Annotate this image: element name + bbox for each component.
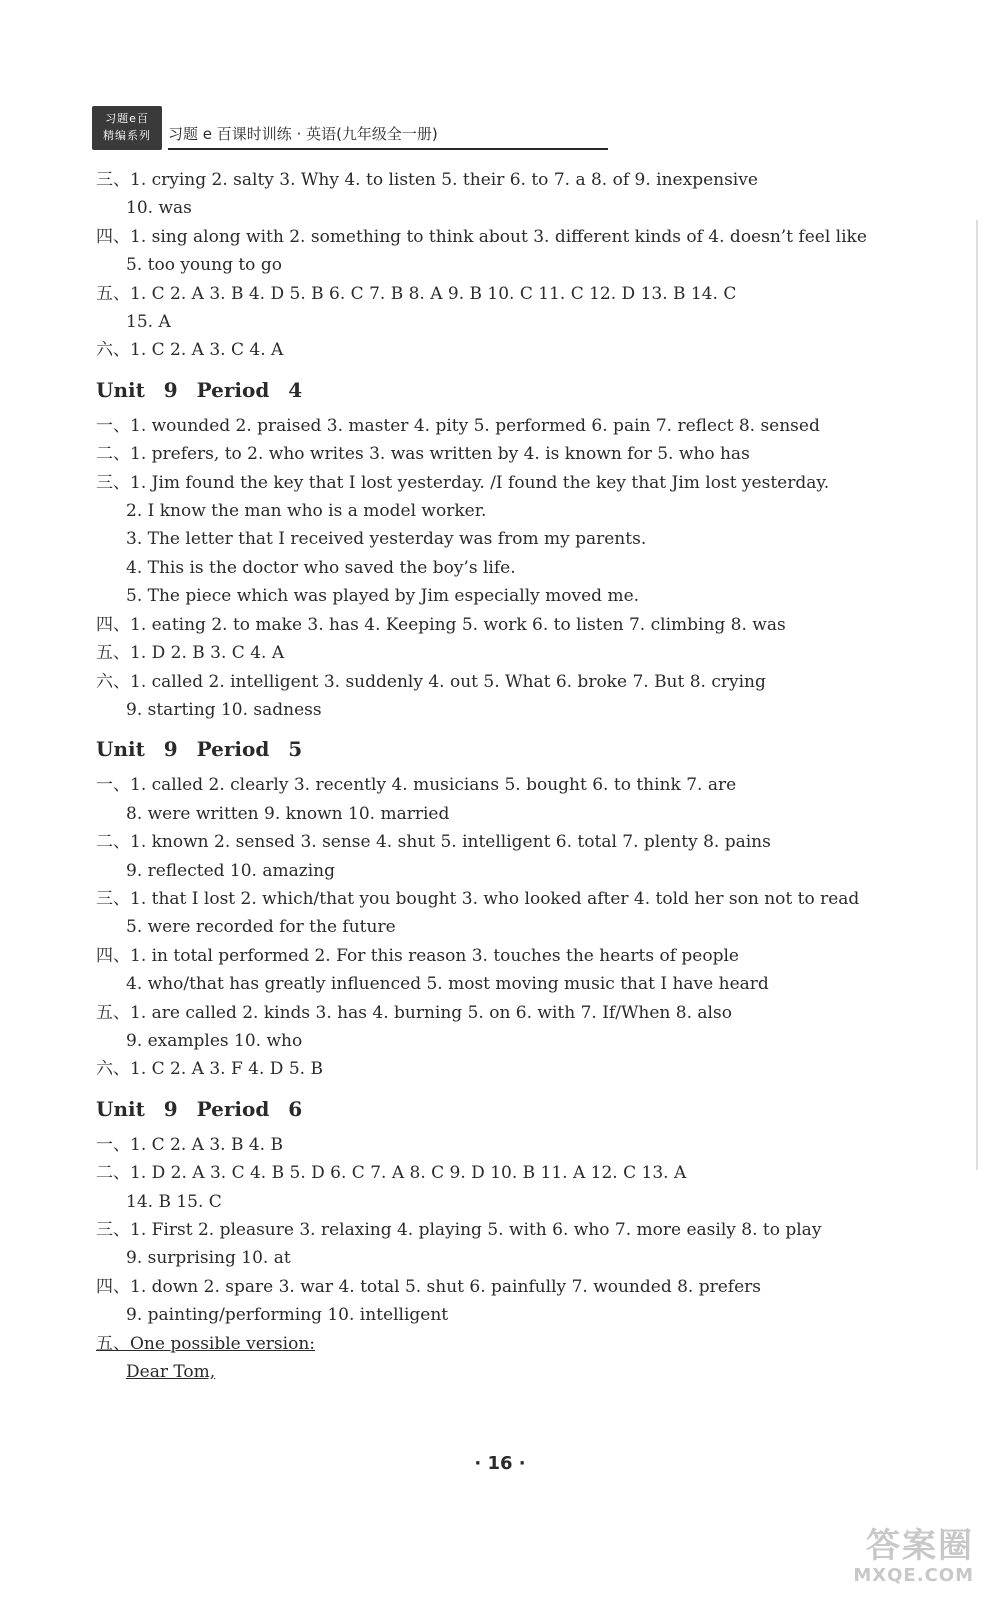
- answer-line: 2. I know the man who is a model worker.: [126, 501, 487, 522]
- answer-line: 四、1. eating 2. to make 3. has 4. Keeping 5. work 6. to listen 7. climbing 8. was: [96, 614, 786, 635]
- answer-line: 二、1. D 2. A 3. C 4. B 5. D 6. C 7. A 8. C 9. D 10. B 11. A 12. C 13. A: [96, 1163, 687, 1184]
- answer-line: 9. surprising 10. at: [126, 1248, 291, 1269]
- answer-line: 六、1. called 2. intelligent 3. suddenly 4. out 5. What 6. broke 7. But 8. crying: [96, 671, 766, 692]
- answer-line: 一、1. C 2. A 3. B 4. B: [96, 1134, 283, 1155]
- answer-line: 5. The piece which was played by Jim especially moved me.: [126, 586, 640, 607]
- answer-line: 四、1. in total performed 2. For this reason 3. touches the hearts of people: [96, 945, 739, 966]
- answer-line: 8. were written 9. known 10. married: [126, 803, 450, 824]
- answer-line: 三、1. that I lost 2. which/that you bought 3. who looked after 4. told her son not to read: [96, 888, 860, 909]
- answer-line: 五、1. C 2. A 3. B 4. D 5. B 6. C 7. B 8. A 9. B 10. C 11. C 12. D 13. B 14. C: [96, 283, 737, 304]
- page-number: · 16 ·: [474, 1453, 526, 1474]
- answer-line: 五、One possible version:: [96, 1333, 315, 1354]
- answer-line: 二、1. known 2. sensed 3. sense 4. shut 5. intelligent 6. total 7. plenty 8. pains: [96, 832, 771, 853]
- answer-line: 六、1. C 2. A 3. F 4. D 5. B: [96, 1059, 323, 1080]
- answer-line: 六、1. C 2. A 3. C 4. A: [96, 340, 284, 361]
- answer-line: 三、1. Jim found the key that I lost yesterday. /I found the key that Jim lost yesterday.: [96, 472, 830, 493]
- answer-line: 14. B 15. C: [126, 1191, 222, 1212]
- answer-line: 15. A: [126, 312, 171, 333]
- unit-heading: Unit 9 Period 4: [96, 377, 303, 402]
- watermark: [853, 1527, 974, 1586]
- unit-heading: Unit 9 Period 5: [96, 737, 303, 762]
- answer-line: 一、1. called 2. clearly 3. recently 4. musicians 5. bought 6. to think 7. are: [96, 775, 737, 796]
- answer-line: 4. This is the doctor who saved the boy’s life.: [126, 557, 516, 578]
- answer-line: 三、1. crying 2. salty 3. Why 4. to listen 5. their 6. to 7. a 8. of 9. inexpensive: [96, 170, 758, 190]
- answer-line: 5. were recorded for the future: [126, 917, 396, 938]
- answer-line: 三、1. First 2. pleasure 3. relaxing 4. playing 5. with 6. who 7. more easily 8. to play: [96, 1220, 822, 1240]
- answer-line: 4. who/that has greatly influenced 5. most moving music that I have heard: [126, 974, 769, 995]
- answer-line: 3. The letter that I received yesterday was from my parents.: [126, 529, 647, 550]
- answer-line: 9. reflected 10. amazing: [126, 860, 335, 881]
- answer-line: 一、1. wounded 2. praised 3. master 4. pity 5. performed 6. pain 7. reflect 8. sensed: [96, 415, 820, 436]
- answer-line: 四、1. down 2. spare 3. war 4. total 5. shut 6. painfully 7. wounded 8. prefers: [96, 1276, 762, 1297]
- series-logo: [92, 106, 162, 150]
- book-title: 习题 e 百课时训练 · 英语(九年级全一册): [168, 124, 608, 150]
- answer-line: 5. too young to go: [126, 255, 282, 276]
- page-header: [92, 106, 608, 150]
- unit-heading: Unit 9 Period 6: [96, 1096, 303, 1121]
- answer-line: Dear Tom,: [126, 1362, 216, 1383]
- logo-line-1: 习题e百: [105, 112, 149, 125]
- answer-line: 五、1. D 2. B 3. C 4. A: [96, 643, 285, 664]
- answer-line: 五、1. are called 2. kinds 3. has 4. burning 5. on 6. with 7. If/When 8. also: [96, 1002, 732, 1023]
- answer-content: [96, 166, 956, 1386]
- watermark-logo: 答案圈: [866, 1526, 974, 1566]
- answer-line: 9. painting/performing 10. intelligent: [126, 1305, 449, 1326]
- answer-line: 二、1. prefers, to 2. who writes 3. was written by 4. is known for 5. who has: [96, 444, 750, 465]
- answer-line: 四、1. sing along with 2. something to think about 3. different kinds of 4. doesn’t feel like: [96, 226, 867, 247]
- watermark-url: MXQE.COM: [853, 1565, 974, 1586]
- answer-line: 10. was: [126, 198, 192, 219]
- answer-line: 9. examples 10. who: [126, 1030, 303, 1051]
- page-edge-shadow: [976, 220, 978, 1170]
- answer-line: 9. starting 10. sadness: [126, 699, 322, 720]
- logo-line-2: 精编系列: [103, 129, 151, 142]
